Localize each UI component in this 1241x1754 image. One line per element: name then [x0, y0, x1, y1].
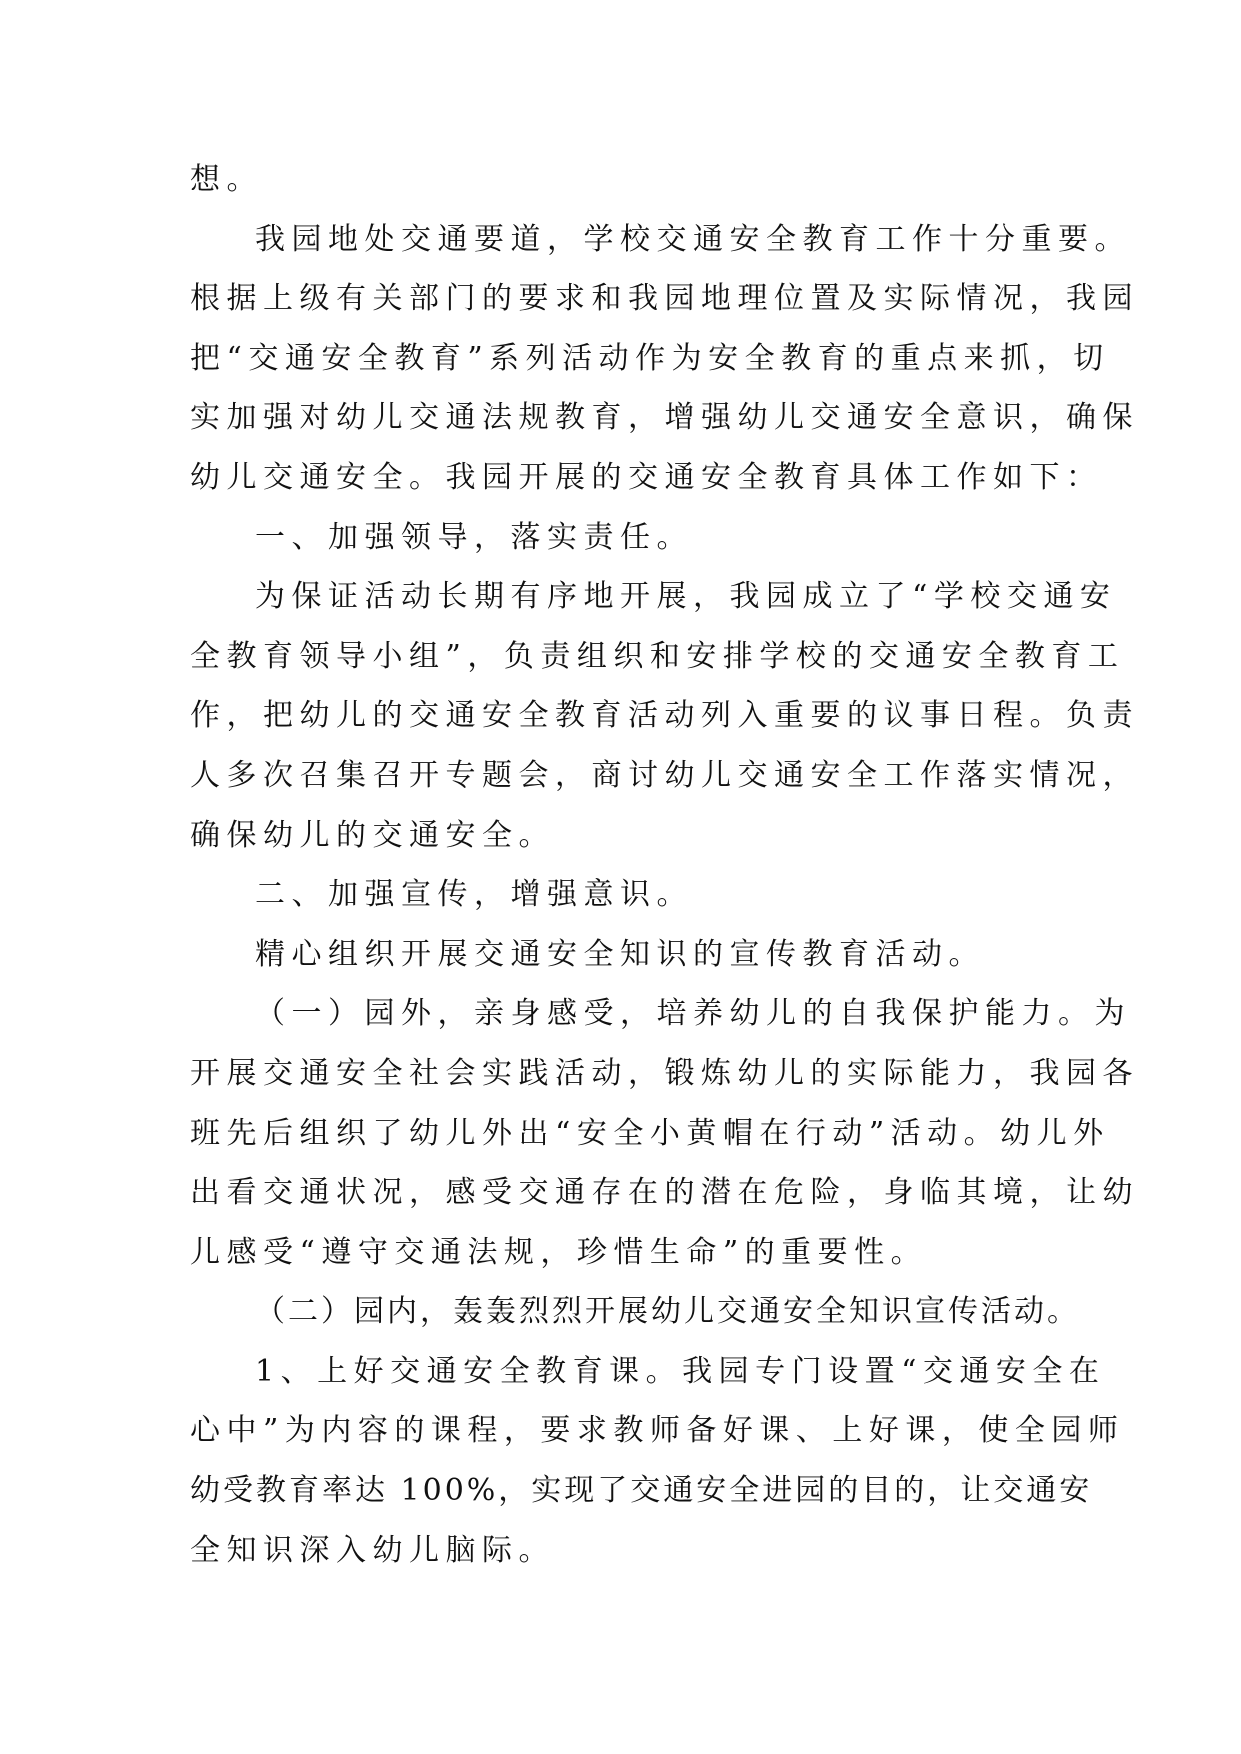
- paragraph-first-line: 我园地处交通要道，学校交通安全教育工作十分重要。: [255, 221, 1131, 257]
- document-body: [190, 150, 1139, 1580]
- text-line: 作，把幼儿的交通安全教育活动列入重要的议事日程。负责: [190, 698, 1139, 734]
- section-heading: 一、加强领导，落实责任。: [255, 519, 693, 555]
- text-line: 根据上级有关部门的要求和我园地理位置及实际情况，我园: [190, 281, 1139, 317]
- text-line: 心中”为内容的课程，要求教师备好课、上好课，使全园师: [190, 1413, 1125, 1449]
- paragraph-first-line: 精心组织开展交通安全知识的宣传教育活动。: [255, 936, 985, 972]
- text-line: 实加强对幼儿交通法规教育，增强幼儿交通安全意识，确保: [190, 400, 1139, 436]
- text-line: 把“交通安全教育”系列活动作为安全教育的重点来抓，切: [190, 340, 1110, 376]
- text-line: 幼儿交通安全。我园开展的交通安全教育具体工作如下：: [190, 459, 1103, 495]
- text-line: 班先后组织了幼儿外出“安全小黄帽在行动”活动。幼儿外: [190, 1115, 1110, 1151]
- text-line: 儿感受“遵守交通法规，珍惜生命”的重要性。: [190, 1234, 928, 1270]
- subsection-heading: （二）园内，轰轰烈烈开展幼儿交通安全知识宣传活动。: [255, 1294, 1080, 1330]
- text-line: 出看交通状况，感受交通存在的潜在危险，身临其境，让幼: [190, 1175, 1139, 1211]
- numbered-item: 1、上好交通安全教育课。我园专门设置“交通安全在: [255, 1353, 1106, 1389]
- text-line: 确保幼儿的交通安全。: [190, 817, 555, 853]
- text-line: 人多次召集召开专题会，商讨幼儿交通安全工作落实情况，: [190, 757, 1139, 793]
- subsection-heading: （一）园外，亲身感受，培养幼儿的自我保护能力。为: [255, 996, 1131, 1032]
- text-line: 全知识深入幼儿脑际。: [190, 1532, 555, 1568]
- text-line: 开展交通安全社会实践活动，锻炼幼儿的实际能力，我园各: [190, 1055, 1139, 1091]
- section-heading: 二、加强宣传，增强意识。: [255, 877, 693, 913]
- text-line: 全教育领导小组”，负责组织和安排学校的交通安全教育工: [190, 638, 1125, 674]
- text-line: 想。: [190, 162, 263, 197]
- text-line: 幼受教育率达 100%，实现了交通安全进园的目的，让交通安: [190, 1473, 1093, 1509]
- paragraph-first-line: 为保证活动长期有序地开展，我园成立了“学校交通安: [255, 579, 1117, 615]
